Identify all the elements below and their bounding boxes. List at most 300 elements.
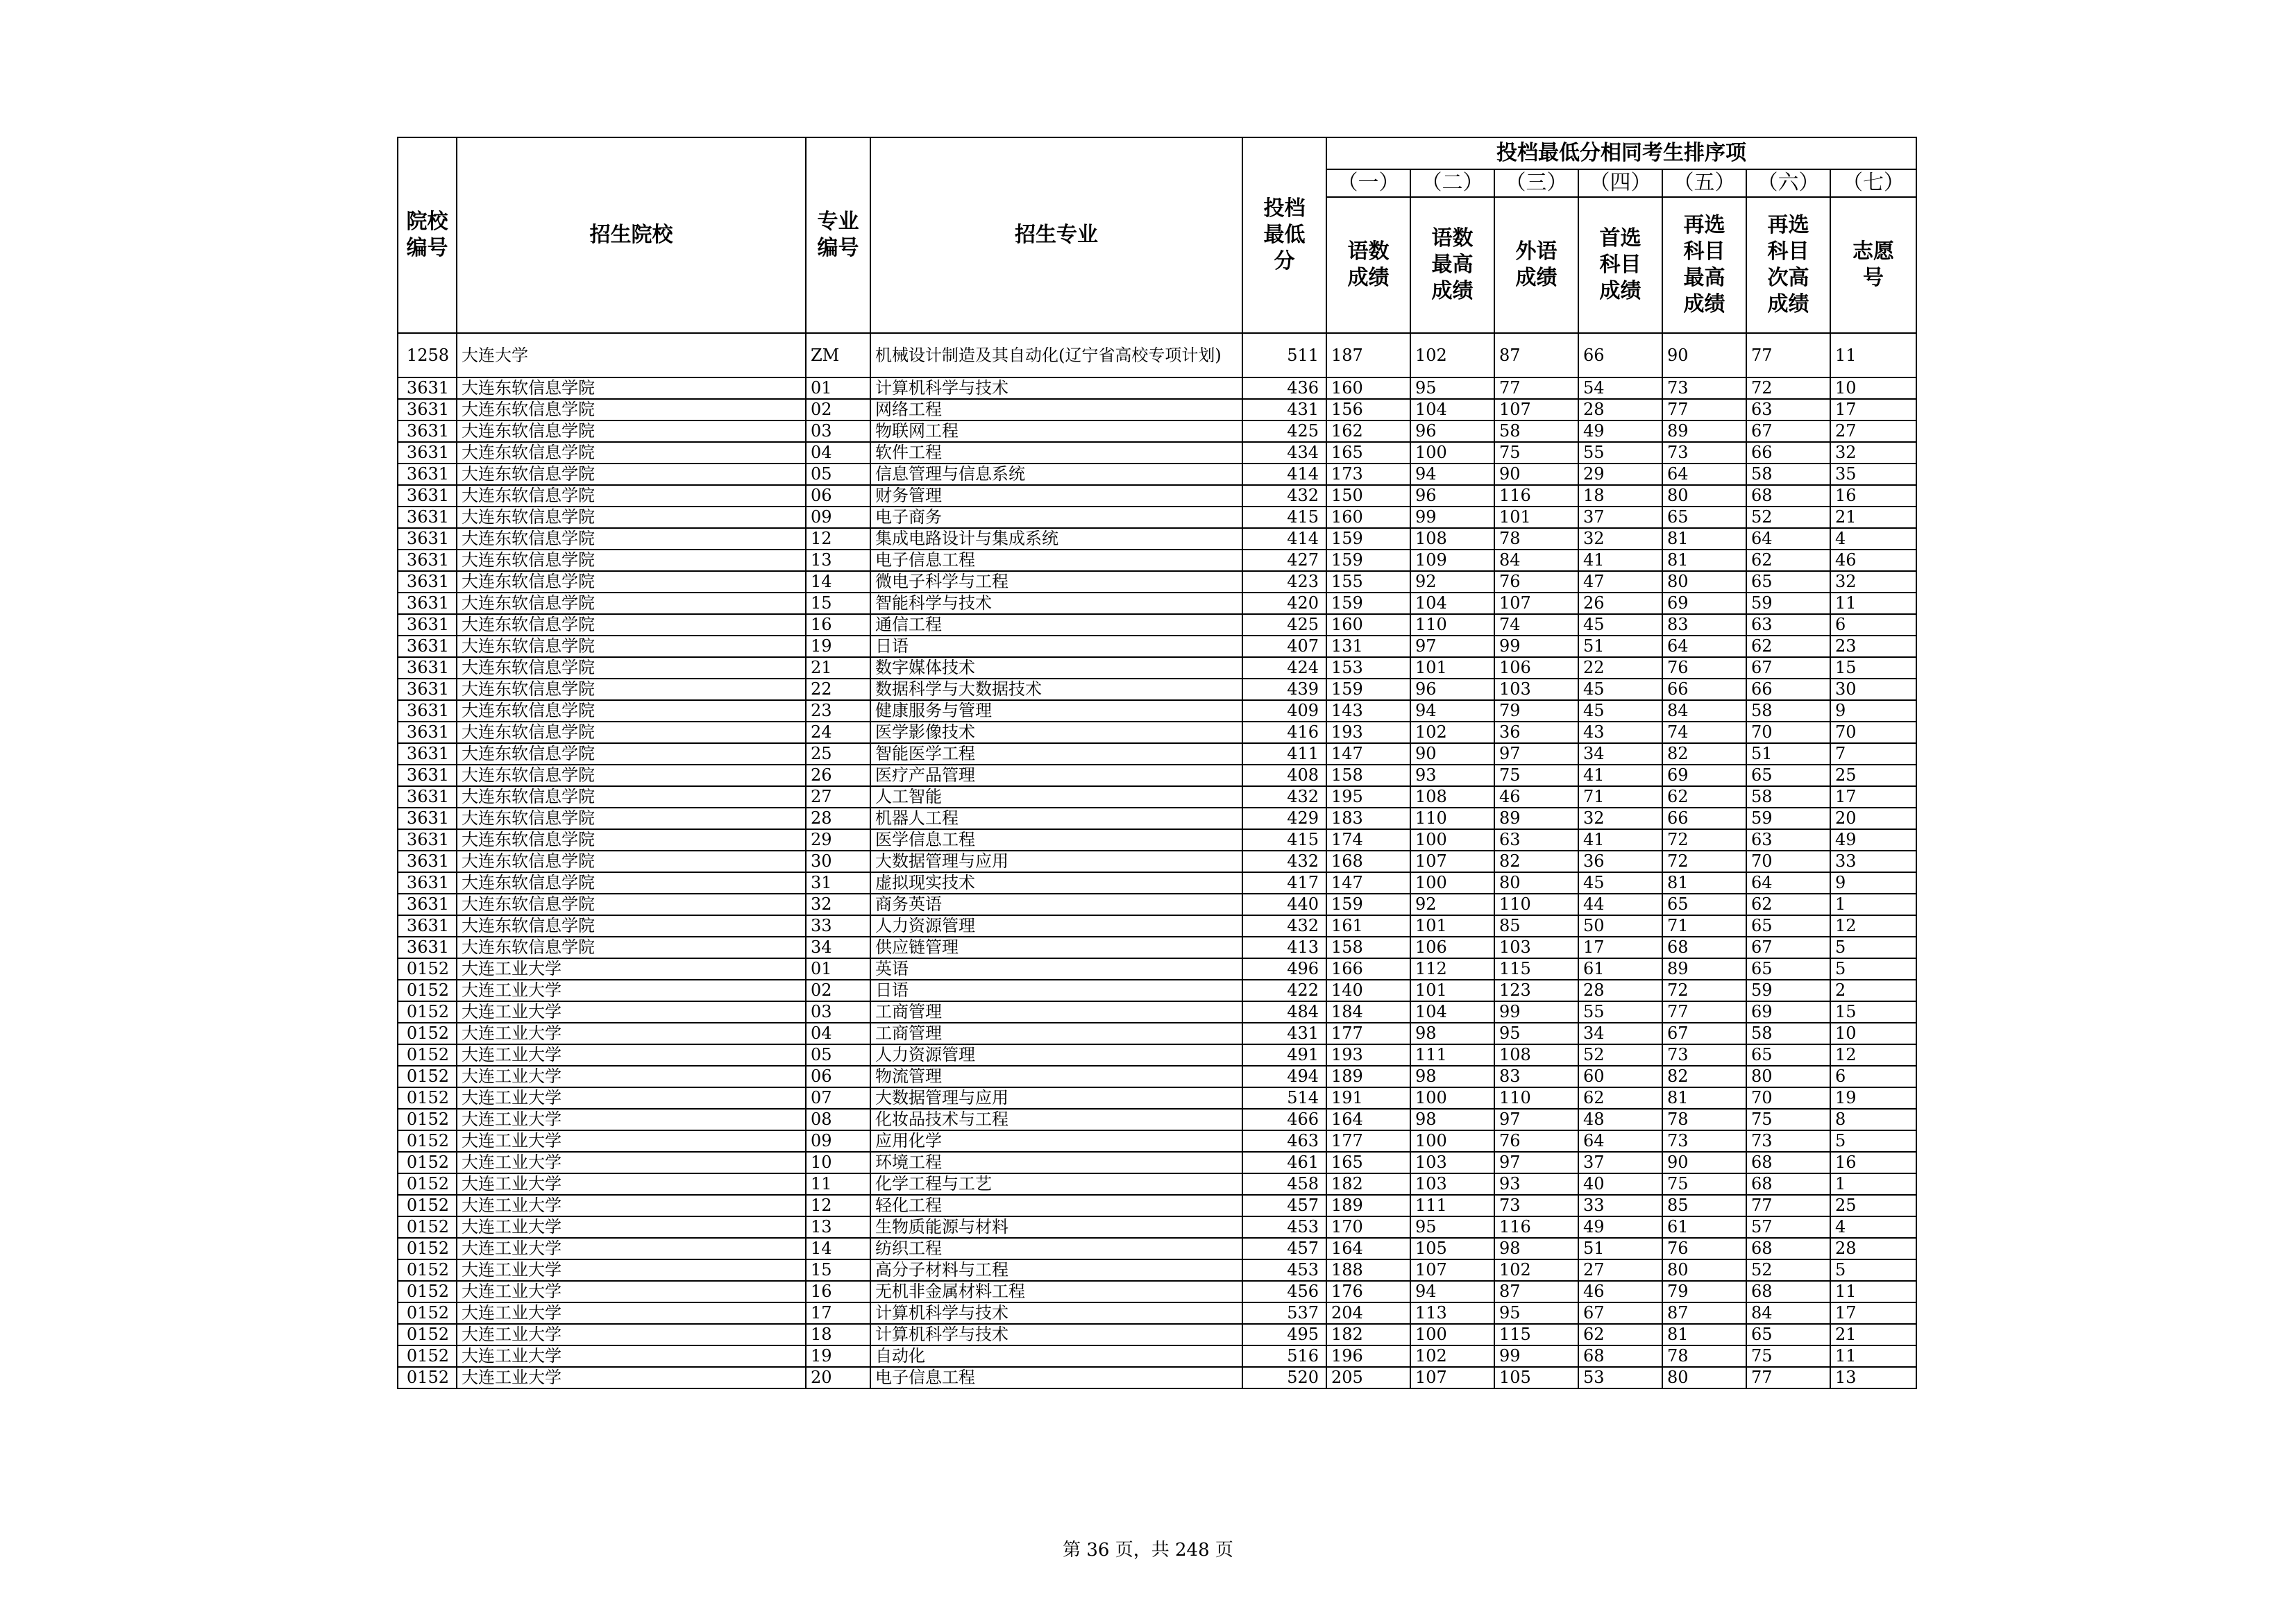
score-yushu-max-cell: 100	[1410, 829, 1494, 851]
school-code-cell: 0152	[398, 1001, 457, 1023]
major-name-cell: 数据科学与大数据技术	[870, 679, 1242, 700]
table-row	[398, 1216, 1916, 1238]
score-foreign-cell: 46	[1494, 786, 1578, 808]
table-row	[398, 528, 1916, 550]
major-name-cell: 化妆品技术与工程	[870, 1109, 1242, 1130]
score-yushu-max-cell: 101	[1410, 657, 1494, 679]
school-name-cell: 大连东软信息学院	[457, 399, 806, 420]
score-yushu-max-cell: 104	[1410, 1001, 1494, 1023]
score-first-subject-cell: 54	[1578, 377, 1662, 399]
score-reselect-max-cell: 81	[1662, 872, 1746, 894]
score-yushu-max-cell: 92	[1410, 894, 1494, 915]
major-code-cell: 24	[806, 722, 870, 743]
score-reselect-max-cell: 61	[1662, 1216, 1746, 1238]
preference-number-cell: 5	[1830, 958, 1916, 980]
school-name-cell: 大连工业大学	[457, 1238, 806, 1259]
score-reselect-second-cell: 72	[1746, 377, 1830, 399]
school-code-cell: 0152	[398, 1345, 457, 1367]
score-yushu-max-cell: 103	[1410, 1152, 1494, 1173]
school-name-cell: 大连工业大学	[457, 1302, 806, 1324]
score-reselect-second-cell: 77	[1746, 1367, 1830, 1388]
score-reselect-second-cell: 58	[1746, 786, 1830, 808]
table-row	[398, 614, 1916, 636]
score-first-subject-cell: 41	[1578, 765, 1662, 786]
score-yushu-max-cell: 102	[1410, 722, 1494, 743]
preference-number-cell: 25	[1830, 765, 1916, 786]
school-name-cell: 大连工业大学	[457, 1367, 806, 1388]
score-foreign-cell: 107	[1494, 399, 1578, 420]
score-yushu-max-cell: 112	[1410, 958, 1494, 980]
score-first-subject-cell: 52	[1578, 1044, 1662, 1066]
score-foreign-cell: 116	[1494, 485, 1578, 507]
score-reselect-second-cell: 73	[1746, 1130, 1830, 1152]
score-yushu-cell: 147	[1326, 743, 1410, 765]
table-row	[398, 808, 1916, 829]
header-order-label: 语数成绩	[1326, 197, 1410, 333]
score-first-subject-cell: 62	[1578, 1324, 1662, 1345]
score-reselect-max-cell: 81	[1662, 528, 1746, 550]
score-foreign-cell: 36	[1494, 722, 1578, 743]
school-code-cell: 3631	[398, 377, 457, 399]
table-row	[398, 377, 1916, 399]
table-row	[398, 1001, 1916, 1023]
school-code-cell: 3631	[398, 420, 457, 442]
min-score-cell: 494	[1242, 1066, 1326, 1087]
score-yushu-cell: 160	[1326, 377, 1410, 399]
major-code-cell: 21	[806, 657, 870, 679]
major-name-cell: 人工智能	[870, 786, 1242, 808]
score-reselect-second-cell: 70	[1746, 1087, 1830, 1109]
score-yushu-cell: 168	[1326, 851, 1410, 872]
preference-number-cell: 10	[1830, 1023, 1916, 1044]
major-name-cell: 英语	[870, 958, 1242, 980]
score-first-subject-cell: 68	[1578, 1345, 1662, 1367]
score-yushu-cell: 193	[1326, 722, 1410, 743]
major-code-cell: 33	[806, 915, 870, 937]
school-code-cell: 0152	[398, 1173, 457, 1195]
school-name-cell: 大连东软信息学院	[457, 851, 806, 872]
score-foreign-cell: 123	[1494, 980, 1578, 1001]
major-name-cell: 机械设计制造及其自动化(辽宁省高校专项计划)	[870, 333, 1242, 377]
header-order-number: （一）	[1326, 169, 1410, 197]
score-foreign-cell: 95	[1494, 1023, 1578, 1044]
score-yushu-cell: 182	[1326, 1324, 1410, 1345]
score-first-subject-cell: 71	[1578, 786, 1662, 808]
school-code-cell: 3631	[398, 851, 457, 872]
score-yushu-cell: 159	[1326, 593, 1410, 614]
school-name-cell: 大连工业大学	[457, 1259, 806, 1281]
min-score-cell: 423	[1242, 571, 1326, 593]
score-reselect-max-cell: 72	[1662, 851, 1746, 872]
table-row	[398, 507, 1916, 528]
min-score-cell: 415	[1242, 507, 1326, 528]
min-score-cell: 407	[1242, 636, 1326, 657]
score-foreign-cell: 95	[1494, 1302, 1578, 1324]
header-order-label: 外语成绩	[1494, 197, 1578, 333]
school-name-cell: 大连东软信息学院	[457, 507, 806, 528]
score-yushu-cell: 196	[1326, 1345, 1410, 1367]
score-reselect-second-cell: 65	[1746, 765, 1830, 786]
score-reselect-max-cell: 66	[1662, 679, 1746, 700]
score-reselect-max-cell: 64	[1662, 636, 1746, 657]
table-row	[398, 829, 1916, 851]
score-reselect-max-cell: 73	[1662, 442, 1746, 464]
score-first-subject-cell: 50	[1578, 915, 1662, 937]
score-reselect-max-cell: 83	[1662, 614, 1746, 636]
major-code-cell: 04	[806, 1023, 870, 1044]
min-score-cell: 414	[1242, 528, 1326, 550]
major-code-cell: 03	[806, 1001, 870, 1023]
score-yushu-max-cell: 96	[1410, 485, 1494, 507]
score-first-subject-cell: 51	[1578, 636, 1662, 657]
table-row	[398, 1066, 1916, 1087]
major-name-cell: 高分子材料与工程	[870, 1259, 1242, 1281]
table-row	[398, 851, 1916, 872]
score-yushu-cell: 189	[1326, 1066, 1410, 1087]
major-name-cell: 计算机科学与技术	[870, 377, 1242, 399]
score-foreign-cell: 103	[1494, 937, 1578, 958]
score-yushu-cell: 205	[1326, 1367, 1410, 1388]
score-yushu-cell: 153	[1326, 657, 1410, 679]
score-reselect-max-cell: 72	[1662, 980, 1746, 1001]
school-code-cell: 0152	[398, 1238, 457, 1259]
score-yushu-cell: 159	[1326, 528, 1410, 550]
school-code-cell: 3631	[398, 550, 457, 571]
major-code-cell: 15	[806, 593, 870, 614]
score-first-subject-cell: 34	[1578, 1023, 1662, 1044]
major-name-cell: 人力资源管理	[870, 1044, 1242, 1066]
min-score-cell: 422	[1242, 980, 1326, 1001]
school-name-cell: 大连东软信息学院	[457, 420, 806, 442]
preference-number-cell: 30	[1830, 679, 1916, 700]
major-code-cell: 16	[806, 1281, 870, 1302]
score-foreign-cell: 98	[1494, 1238, 1578, 1259]
score-reselect-max-cell: 73	[1662, 377, 1746, 399]
major-name-cell: 软件工程	[870, 442, 1242, 464]
preference-number-cell: 33	[1830, 851, 1916, 872]
score-yushu-cell: 193	[1326, 1044, 1410, 1066]
score-yushu-cell: 158	[1326, 937, 1410, 958]
min-score-cell: 416	[1242, 722, 1326, 743]
score-reselect-max-cell: 82	[1662, 1066, 1746, 1087]
school-code-cell: 3631	[398, 507, 457, 528]
score-first-subject-cell: 44	[1578, 894, 1662, 915]
table-row	[398, 1367, 1916, 1388]
score-yushu-max-cell: 104	[1410, 399, 1494, 420]
score-reselect-max-cell: 85	[1662, 1195, 1746, 1216]
min-score-cell: 409	[1242, 700, 1326, 722]
school-name-cell: 大连东软信息学院	[457, 915, 806, 937]
min-score-cell: 463	[1242, 1130, 1326, 1152]
major-name-cell: 日语	[870, 636, 1242, 657]
preference-number-cell: 16	[1830, 485, 1916, 507]
school-name-cell: 大连工业大学	[457, 1324, 806, 1345]
preference-number-cell: 6	[1830, 614, 1916, 636]
score-yushu-cell: 173	[1326, 464, 1410, 485]
school-name-cell: 大连东软信息学院	[457, 937, 806, 958]
min-score-cell: 424	[1242, 657, 1326, 679]
score-reselect-second-cell: 52	[1746, 507, 1830, 528]
school-code-cell: 3631	[398, 829, 457, 851]
school-name-cell: 大连工业大学	[457, 1195, 806, 1216]
major-code-cell: 20	[806, 1367, 870, 1388]
score-reselect-max-cell: 82	[1662, 743, 1746, 765]
score-reselect-second-cell: 52	[1746, 1259, 1830, 1281]
score-yushu-cell: 158	[1326, 765, 1410, 786]
major-code-cell: 02	[806, 399, 870, 420]
header-order-label: 语数最高成绩	[1410, 197, 1494, 333]
score-yushu-cell: 170	[1326, 1216, 1410, 1238]
score-reselect-max-cell: 66	[1662, 808, 1746, 829]
score-reselect-second-cell: 62	[1746, 550, 1830, 571]
table-row	[398, 1173, 1916, 1195]
table-row	[398, 550, 1916, 571]
score-yushu-max-cell: 107	[1410, 1259, 1494, 1281]
major-name-cell: 大数据管理与应用	[870, 1087, 1242, 1109]
min-score-cell: 491	[1242, 1044, 1326, 1066]
score-yushu-cell: 161	[1326, 915, 1410, 937]
score-foreign-cell: 97	[1494, 743, 1578, 765]
preference-number-cell: 7	[1830, 743, 1916, 765]
score-first-subject-cell: 62	[1578, 1087, 1662, 1109]
score-yushu-max-cell: 100	[1410, 442, 1494, 464]
major-name-cell: 物流管理	[870, 1066, 1242, 1087]
major-code-cell: 27	[806, 786, 870, 808]
school-code-cell: 0152	[398, 980, 457, 1001]
school-name-cell: 大连工业大学	[457, 1023, 806, 1044]
min-score-cell: 431	[1242, 1023, 1326, 1044]
score-yushu-max-cell: 98	[1410, 1066, 1494, 1087]
major-name-cell: 智能科学与技术	[870, 593, 1242, 614]
score-foreign-cell: 110	[1494, 894, 1578, 915]
school-name-cell: 大连东软信息学院	[457, 614, 806, 636]
school-name-cell: 大连东软信息学院	[457, 894, 806, 915]
header-order-label: 志愿号	[1830, 197, 1916, 333]
major-name-cell: 智能医学工程	[870, 743, 1242, 765]
school-code-cell: 0152	[398, 958, 457, 980]
major-code-cell: 13	[806, 1216, 870, 1238]
score-foreign-cell: 97	[1494, 1109, 1578, 1130]
table-row	[398, 399, 1916, 420]
score-first-subject-cell: 41	[1578, 550, 1662, 571]
major-code-cell: 14	[806, 1238, 870, 1259]
score-yushu-max-cell: 98	[1410, 1109, 1494, 1130]
header-order-label: 再选科目最高成绩	[1662, 197, 1746, 333]
score-yushu-cell: 165	[1326, 1152, 1410, 1173]
school-name-cell: 大连东软信息学院	[457, 528, 806, 550]
score-first-subject-cell: 47	[1578, 571, 1662, 593]
major-name-cell: 集成电路设计与集成系统	[870, 528, 1242, 550]
school-code-cell: 3631	[398, 786, 457, 808]
score-yushu-cell: 147	[1326, 872, 1410, 894]
score-reselect-max-cell: 80	[1662, 571, 1746, 593]
score-reselect-max-cell: 76	[1662, 1238, 1746, 1259]
major-name-cell: 大数据管理与应用	[870, 851, 1242, 872]
score-yushu-max-cell: 105	[1410, 1238, 1494, 1259]
min-score-cell: 537	[1242, 1302, 1326, 1324]
table-row	[398, 786, 1916, 808]
score-foreign-cell: 105	[1494, 1367, 1578, 1388]
school-name-cell: 大连东软信息学院	[457, 722, 806, 743]
table-row	[398, 937, 1916, 958]
score-foreign-cell: 99	[1494, 1345, 1578, 1367]
preference-number-cell: 9	[1830, 700, 1916, 722]
score-foreign-cell: 80	[1494, 872, 1578, 894]
score-reselect-second-cell: 67	[1746, 937, 1830, 958]
major-name-cell: 数字媒体技术	[870, 657, 1242, 679]
score-first-subject-cell: 43	[1578, 722, 1662, 743]
score-yushu-max-cell: 96	[1410, 420, 1494, 442]
major-name-cell: 医学影像技术	[870, 722, 1242, 743]
header-tiebreak-group: 投档最低分相同考生排序项	[1326, 137, 1916, 169]
major-name-cell: 工商管理	[870, 1001, 1242, 1023]
score-yushu-max-cell: 101	[1410, 915, 1494, 937]
school-name-cell: 大连东软信息学院	[457, 872, 806, 894]
table-row	[398, 722, 1916, 743]
preference-number-cell: 20	[1830, 808, 1916, 829]
header-order-number: （七）	[1830, 169, 1916, 197]
min-score-cell: 432	[1242, 915, 1326, 937]
table-row	[398, 958, 1916, 980]
table-row	[398, 1087, 1916, 1109]
school-name-cell: 大连工业大学	[457, 1087, 806, 1109]
major-name-cell: 计算机科学与技术	[870, 1302, 1242, 1324]
score-yushu-max-cell: 92	[1410, 571, 1494, 593]
score-first-subject-cell: 37	[1578, 507, 1662, 528]
school-name-cell: 大连东软信息学院	[457, 743, 806, 765]
major-name-cell: 机器人工程	[870, 808, 1242, 829]
score-yushu-max-cell: 100	[1410, 1130, 1494, 1152]
school-name-cell: 大连工业大学	[457, 1044, 806, 1066]
score-yushu-cell: 150	[1326, 485, 1410, 507]
major-name-cell: 财务管理	[870, 485, 1242, 507]
preference-number-cell: 32	[1830, 442, 1916, 464]
preference-number-cell: 46	[1830, 550, 1916, 571]
major-code-cell: 13	[806, 550, 870, 571]
score-yushu-max-cell: 90	[1410, 743, 1494, 765]
school-name-cell: 大连工业大学	[457, 1216, 806, 1238]
min-score-cell: 432	[1242, 851, 1326, 872]
table-row	[398, 333, 1916, 377]
table-row	[398, 485, 1916, 507]
score-foreign-cell: 101	[1494, 507, 1578, 528]
major-name-cell: 虚拟现实技术	[870, 872, 1242, 894]
score-foreign-cell: 75	[1494, 442, 1578, 464]
table-row	[398, 442, 1916, 464]
school-name-cell: 大连工业大学	[457, 1152, 806, 1173]
score-first-subject-cell: 49	[1578, 1216, 1662, 1238]
score-foreign-cell: 108	[1494, 1044, 1578, 1066]
score-first-subject-cell: 37	[1578, 1152, 1662, 1173]
header-school-code: 院校编号	[398, 137, 457, 333]
table-row	[398, 636, 1916, 657]
min-score-cell: 415	[1242, 829, 1326, 851]
score-first-subject-cell: 53	[1578, 1367, 1662, 1388]
score-foreign-cell: 99	[1494, 1001, 1578, 1023]
min-score-cell: 496	[1242, 958, 1326, 980]
min-score-cell: 431	[1242, 399, 1326, 420]
score-yushu-max-cell: 93	[1410, 765, 1494, 786]
preference-number-cell: 11	[1830, 1345, 1916, 1367]
score-yushu-max-cell: 98	[1410, 1023, 1494, 1044]
score-foreign-cell: 93	[1494, 1173, 1578, 1195]
score-first-subject-cell: 32	[1578, 808, 1662, 829]
school-code-cell: 3631	[398, 700, 457, 722]
major-name-cell: 电子商务	[870, 507, 1242, 528]
school-name-cell: 大连东软信息学院	[457, 377, 806, 399]
header-order-number: （三）	[1494, 169, 1578, 197]
score-yushu-cell: 204	[1326, 1302, 1410, 1324]
min-score-cell: 427	[1242, 550, 1326, 571]
major-code-cell: 22	[806, 679, 870, 700]
score-yushu-cell: 160	[1326, 507, 1410, 528]
score-reselect-second-cell: 65	[1746, 958, 1830, 980]
score-yushu-cell: 165	[1326, 442, 1410, 464]
score-reselect-max-cell: 68	[1662, 937, 1746, 958]
school-name-cell: 大连东软信息学院	[457, 442, 806, 464]
table-row	[398, 1195, 1916, 1216]
table-row	[398, 679, 1916, 700]
school-code-cell: 0152	[398, 1023, 457, 1044]
score-reselect-max-cell: 90	[1662, 1152, 1746, 1173]
school-code-cell: 0152	[398, 1130, 457, 1152]
table-row	[398, 700, 1916, 722]
score-yushu-cell: 189	[1326, 1195, 1410, 1216]
score-yushu-cell: 183	[1326, 808, 1410, 829]
score-yushu-cell: 177	[1326, 1023, 1410, 1044]
min-score-cell: 432	[1242, 786, 1326, 808]
score-reselect-max-cell: 73	[1662, 1130, 1746, 1152]
preference-number-cell: 4	[1830, 528, 1916, 550]
score-reselect-max-cell: 69	[1662, 765, 1746, 786]
score-foreign-cell: 102	[1494, 1259, 1578, 1281]
score-reselect-max-cell: 71	[1662, 915, 1746, 937]
preference-number-cell: 17	[1830, 399, 1916, 420]
major-code-cell: 26	[806, 765, 870, 786]
score-reselect-max-cell: 77	[1662, 399, 1746, 420]
major-code-cell: 05	[806, 464, 870, 485]
score-yushu-max-cell: 94	[1410, 464, 1494, 485]
school-code-cell: 3631	[398, 765, 457, 786]
major-code-cell: 04	[806, 442, 870, 464]
min-score-cell: 484	[1242, 1001, 1326, 1023]
score-yushu-cell: 162	[1326, 420, 1410, 442]
score-yushu-max-cell: 107	[1410, 1367, 1494, 1388]
school-code-cell: 3631	[398, 442, 457, 464]
min-score-cell: 425	[1242, 420, 1326, 442]
table-row	[398, 464, 1916, 485]
table-row	[398, 743, 1916, 765]
school-name-cell: 大连工业大学	[457, 1130, 806, 1152]
score-reselect-max-cell: 84	[1662, 700, 1746, 722]
table-row	[398, 894, 1916, 915]
major-name-cell: 应用化学	[870, 1130, 1242, 1152]
score-yushu-max-cell: 108	[1410, 528, 1494, 550]
score-foreign-cell: 63	[1494, 829, 1578, 851]
score-yushu-cell: 156	[1326, 399, 1410, 420]
school-name-cell: 大连东软信息学院	[457, 485, 806, 507]
major-code-cell: 17	[806, 1302, 870, 1324]
score-first-subject-cell: 45	[1578, 679, 1662, 700]
min-score-cell: 425	[1242, 614, 1326, 636]
score-reselect-second-cell: 68	[1746, 1238, 1830, 1259]
min-score-cell: 436	[1242, 377, 1326, 399]
school-name-cell: 大连东软信息学院	[457, 700, 806, 722]
min-score-cell: 495	[1242, 1324, 1326, 1345]
score-reselect-max-cell: 81	[1662, 1087, 1746, 1109]
score-reselect-second-cell: 67	[1746, 420, 1830, 442]
score-first-subject-cell: 66	[1578, 333, 1662, 377]
